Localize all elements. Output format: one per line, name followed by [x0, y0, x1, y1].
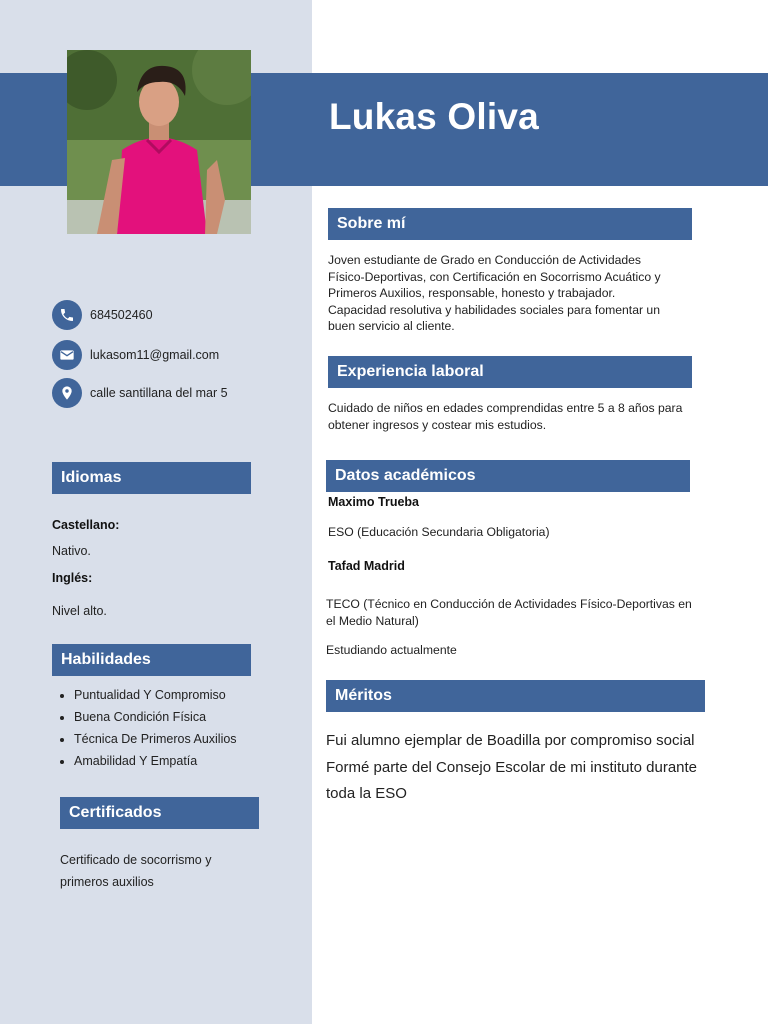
academicos-title: Datos académicos: [326, 460, 690, 492]
text-line: el Medio Natural): [326, 613, 419, 628]
text-line: TECO (Técnico en Conducción de Actividades Físico-Deportivas en: [326, 597, 692, 611]
phone-icon: [52, 300, 82, 330]
sobre-mi-title: Sobre mí: [328, 208, 692, 240]
certificate-line: primeros auxilios: [60, 875, 154, 889]
certificate-line: Certificado de socorrismo y: [60, 853, 212, 867]
profile-photo: [67, 50, 251, 234]
text-line: Fui alumno ejemplar de Boadilla por compromiso social: [326, 732, 695, 749]
list-item: • Amabilidad Y Empatía: [74, 750, 237, 772]
text-line: buen servicio al cliente.: [328, 319, 455, 333]
email-text: lukasom11@gmail.com: [90, 348, 220, 362]
experiencia-text: [328, 400, 748, 433]
school-name: Maximo Trueba: [328, 495, 419, 509]
meritos-text: [326, 728, 736, 808]
text-line: Formé parte del Consejo Escolar de mi instituto durante: [326, 758, 698, 776]
language-level: Nativo.: [52, 544, 91, 558]
experiencia-title: Experiencia laboral: [328, 356, 692, 388]
phone-text: 684502460: [90, 308, 153, 322]
list-item: • Buena Condición Física: [74, 706, 237, 728]
text-line: Cuidado de niños en edades comprendidas entre 5 a 8 años para: [328, 401, 683, 415]
degree-text: [326, 596, 746, 629]
text-line: Primeros Auxilios, responsable, honesto y trabajador.: [328, 286, 616, 300]
text-line: obtener ingresos y costear mis estudios.: [328, 417, 547, 432]
list-item: • Técnica De Primeros Auxilios: [74, 728, 237, 750]
study-status: Estudiando actualmente: [326, 643, 457, 657]
contact-email: [52, 340, 219, 370]
habilidades-title: Habilidades: [52, 644, 251, 676]
mail-icon: [52, 340, 82, 370]
skills-list: [52, 684, 237, 772]
list-item: • Puntualidad Y Compromiso: [74, 684, 237, 706]
contact-phone: [52, 300, 153, 330]
location-pin-icon: [52, 378, 82, 408]
person-name: Lukas Oliva: [329, 96, 539, 137]
language-name: Castellano:: [52, 518, 120, 532]
sobre-mi-text: [328, 252, 728, 335]
text-line: Físico-Deportivas, con Certificación en Socorrismo Acuático y: [328, 269, 661, 284]
idiomas-title: Idiomas: [52, 462, 251, 494]
school-name: Tafad Madrid: [328, 559, 405, 573]
address-text: calle santillana del mar 5: [90, 386, 228, 400]
certificados-title: Certificados: [60, 797, 259, 829]
text-line: Joven estudiante de Grado en Conducción de Actividades: [328, 253, 642, 267]
text-line: Capacidad resolutiva y habilidades sociales para fomentar un: [328, 302, 660, 317]
text-line: toda la ESO: [326, 785, 407, 802]
degree-text: ESO (Educación Secundaria Obligatoria): [328, 525, 550, 539]
contact-address: [52, 378, 228, 408]
meritos-title: Méritos: [326, 680, 705, 712]
language-name: Inglés:: [52, 571, 93, 585]
language-level: Nivel alto.: [52, 604, 107, 618]
